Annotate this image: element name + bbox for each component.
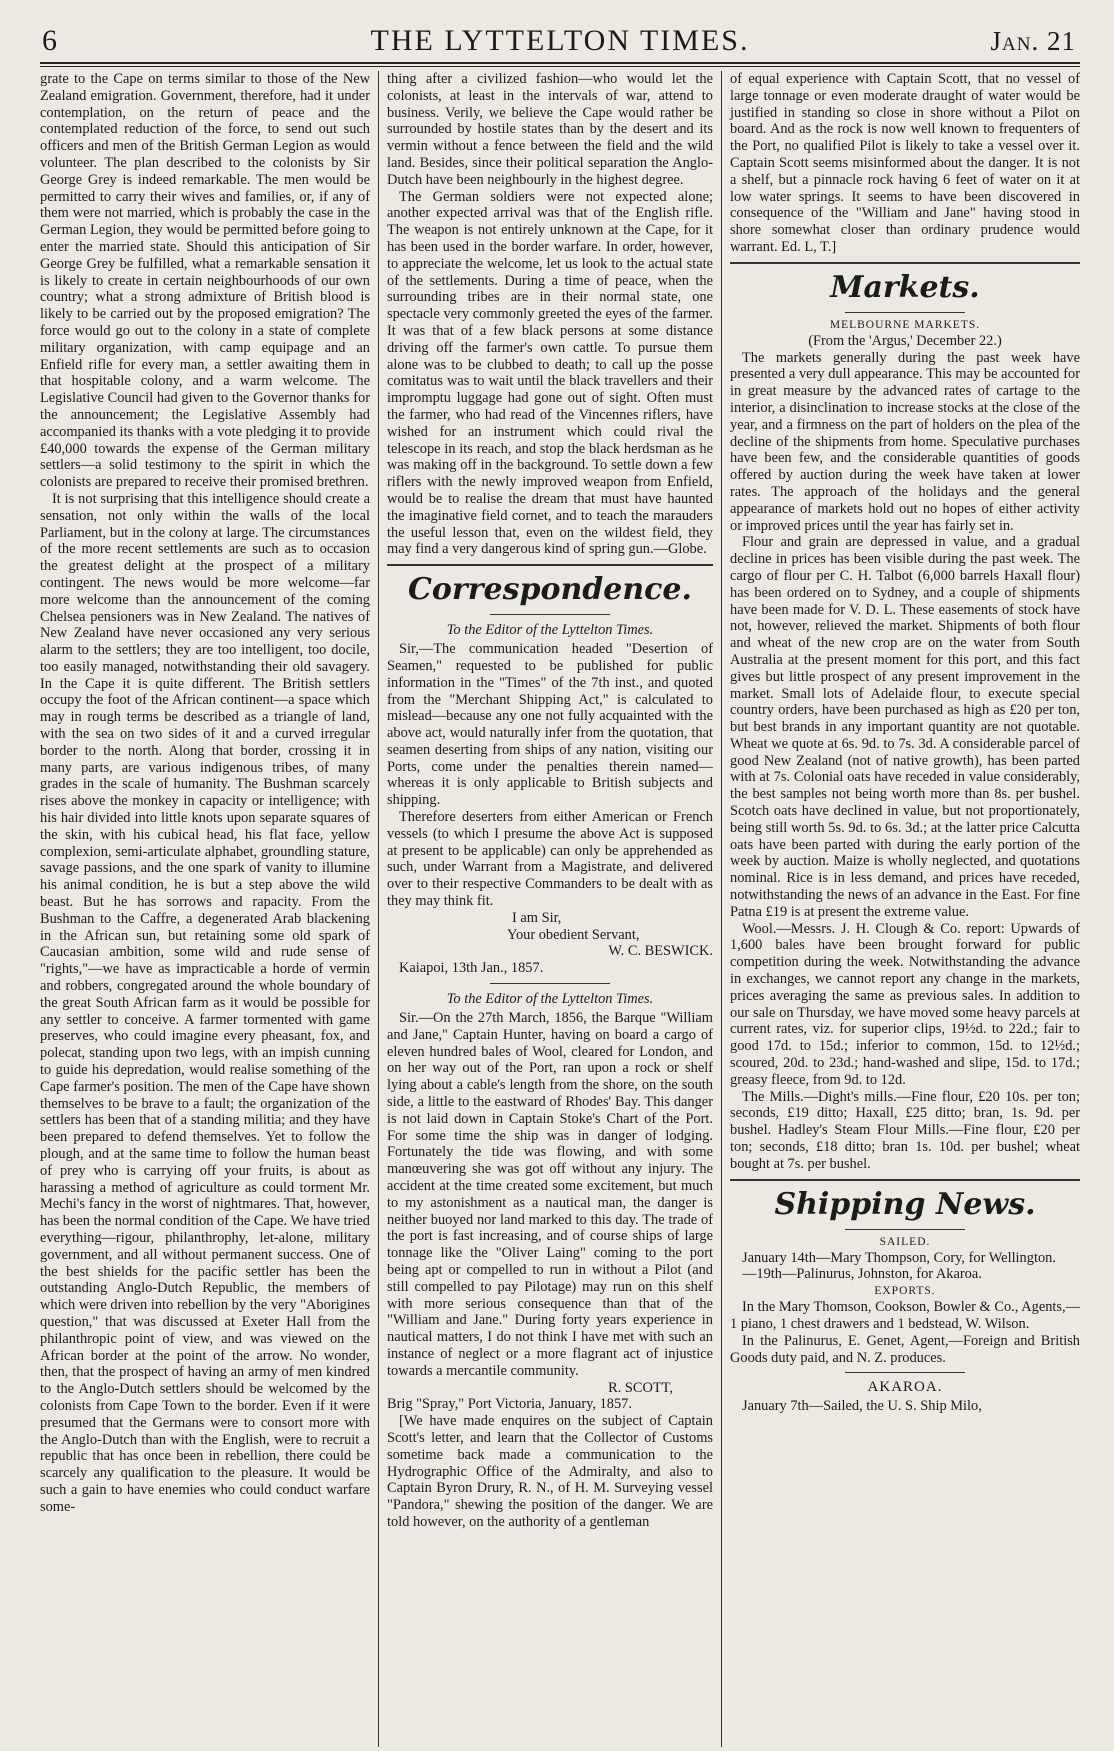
heading-rule (490, 614, 610, 615)
shipping-heading: Shipping News. (774, 1186, 1036, 1222)
letter-place-date: Kaiapoi, 13th Jan., 1857. (399, 960, 544, 977)
markets-source: (From the 'Argus,' December 22.) (808, 332, 1002, 349)
issue-date: Jan. 21 (990, 26, 1076, 56)
shipping-entry: January 14th—Mary Thompson, Cory, for Wellington. (742, 1249, 1056, 1266)
newspaper-title: THE LYTTELTON TIMES. (370, 24, 750, 57)
heading-rule (845, 1229, 965, 1230)
export-entry: In the Palinurus, E. Genet, Agent,—Foreign and British Goods duty paid, and N. Z. produces. (730, 1332, 1080, 1366)
section-divider (730, 262, 1080, 264)
article-paragraph: The German soldiers were not expected alone; another expected arrival was that of the English rifle. The weapon is not entirely unknown at the Cape, for it has been used in the border warfare. In order, however, to appreciate the welcome, let us look to the actual state of the settlements. During a time of peace, when the surrounding tribes are in their normal state, one spectacle very commonly greeted the eyes of the farmer. It was that of a few black persons at some distance driving off the farmer's own cattle. To pursue them alone was to be clubbed to death; to call up the posse comitatus was to wait until the black travellers and their impromptu luggage had gone out of sight. Often must the farmer, who had read of the Vincennes riflers, have wished for an instrument which could rival the telescope in its reach, and stop the black herdsman as he was making off in the background. To settle down a few riflers with the newly improved weapon from Enfield, would be to realise the dream that must have haunted the imaginative field cornet, and to teach the marauders the useful lesson that, even on the wildest field, they may find a very dangerous kind of spring gun.—Globe. (387, 188, 713, 558)
correspondence-heading: Correspondence. (408, 572, 692, 608)
shipping-entry: —19th—Palinurus, Johnston, for Akaroa. (742, 1266, 982, 1283)
akaroa-heading: AKAROA. (867, 1379, 943, 1396)
section-rule (845, 1372, 965, 1373)
markets-paragraph: The Mills.—Dight's mills.—Fine flour, £20 10s. per ton; seconds, £19 ditto; Haxall, £25 ditto; bran, 1s. 9d. per bushel. Hadley's Steam Flour Mills.—Fine flour, £20 per ton; seconds, £18 ditto; bran 1s. 10d. per bushel; wheat bought at 7s. per bushel. (730, 1088, 1080, 1172)
article-paragraph: thing after a civilized fashion—who would let the colonists, at least in the intervals of war, attend to business. Verily, we believe the Cape would rather be surrounded by hostile states than by the desert and its vermin without a fence between the field and the wild land. Besides, since their political separation the Anglo-Dutch have been neighbourly in the highest degree. (387, 71, 713, 188)
letter-divider (490, 983, 610, 984)
column-1 (40, 71, 379, 1747)
column-3 (722, 71, 1080, 1747)
markets-paragraph: Wool.—Messrs. J. H. Clough & Co. report: Upwards of 1,600 bales have been brought forward for public competition during the week. Notwithstanding the advance in exchanges, we cannot report any change in the markets, prices averaging the same as previous sales. In addition to our sale on Thursday, we have moved some heavy parcels at current rates, viz. for superior clips, 19½d. to 22d.; fair to good 17d. to 15d.; inferior to common, 15d. to 12½d.; scoured, 20d. to 23d.; hand-washed and slipe, 15d. to 17d.; greasy fleece, from 9d. to 12d. (730, 920, 1080, 1088)
heading-rule (845, 312, 965, 313)
article-paragraph: grate to the Cape on terms similar to those of the New Zealand emigration. Government, therefore, had it under contemplation, on the return of peace and the contemplated reduction of the force, to send out such officers and men of the British German Legion as would volunteer. The plan described to the colonists by Sir George Grey is indeed remarkable. The men would be permitted to carry their wives and families, or, if any of them were not married, which is probably the case in the German Legion, they would be permitted before going to enter the married state. Should this anticipation of Sir George Grey be fulfilled, what a remarkable sensation it is likely to create in certain neighbourhoods of our own country; what a strong admixture of British blood is likely to be carried out by the proposed emigration? The force would go out to the colony in a state of complete military organization, with camp equipage and an Enfield rifle for every man, a settler awaiting them in that hospitable colony, and a warm welcome. The Legislative Council had given to the Governor thanks for the announcement; the Legislative Assembly had accompanied its thanks with a vote pledging it to provide £40,000 towards the expense of the German military settlers—a solid testimony to the spirit in which the colonists are prepared to receive their promised brethren. (40, 71, 370, 491)
letter-paragraph: Sir.—On the 27th March, 1856, the Barque "William and Jane," Captain Hunter, having on board a cargo of eleven hundred bales of Wool, cleared for London, and on her way out of the Port, ran upon a rock or shelf lying about a cable's length from the shore, on the south side, a little to the eastward of Rhodes' Bay. This danger is not laid down in Captain Stoke's Chart of the Port. For some time the ship was in danger of lodging. Fortunately the tide was flowing, and with some manœuvering she was got off without any injury. The accident at the time created some excitement, but much to my astonishment as a nautical man, the danger is neither buoyed nor land marked to this day. The trade of the port is fast increasing, and of course ships of large tonnage like the "Oliver Laing" coming to the port being apt or compelled to run in without a Pilot (and still compelled to pay Pilotage) may run on this shelf with more serious consequence than that of the "William and Jane." During forty years experience in nautical matters, I do not think I have met with such an instance of neglect or a more flagrant act of injustice towards a mercantile community. (387, 1010, 713, 1379)
letter-place-date: Brig "Spray," Port Victoria, January, 1857. (387, 1396, 632, 1413)
letter-salutation-heading: To the Editor of the Lyttelton Times. (446, 622, 654, 639)
letter-paragraph: Therefore deserters from either American or French vessels (to which I presume the above Act is supposed at present to be applicable) can only be apprehended as such, under Warrant from a Magistrate, and delivered over to their respective Commanders to be dealt with as they may think fit. (387, 809, 713, 910)
markets-subheading: MELBOURNE MARKETS. (829, 318, 981, 331)
markets-heading: Markets. (830, 269, 980, 305)
sailed-subheading: SAILED. (879, 1235, 931, 1248)
editor-note-continued: of equal experience with Captain Scott, that no vessel of large tonnage or even moderate draught of water would be justified in standing so close in shore without a Pilot on board. And as the rock is now well known to frequenters of the Port, no qualified Pilot is likely to take a vessel over it. Captain Scott seems misinformed about the danger. It is not a shelf, but a pinnacle rock having 6 feet of water on it at low water springs. It seems to have been discovered in consequence of the "William and Jane" having stood in shore somewhat closer than ordinary prudence would warrant. Ed. L, T.] (730, 71, 1080, 255)
markets-paragraph: The markets generally during the past week have presented a very dull appearance. This may be accounted for in great measure by the advanced rates of cartage to the interior, a disinclination to increase stocks at the close of the year, and a firmness on the part of holders on the plea of the decline of the shipments from home. Speculative purchases have been few, and the considerable quantities of goods offered by auction during the week have taken at lower rates. The approach of the holidays and the general appearance of markets hold out no hopes of either activity or improved prices until the year has fairly set in. (730, 349, 1080, 534)
letter-signature: W. C. BESWICK. (608, 943, 713, 960)
letter-paragraph: Sir,—The communication headed "Desertion of Seamen," requested to be published for public information in the "Times" of the 7th inst., and quoted from the "Merchant Shipping Act," is calculated to mislead—because any one not fully acquainted with the above act, would naturally infer from the quotation, that seamen deserting from ships of any nation, visiting our Ports, come under the penalties therein named—whereas it is only applicable to British subjects and shipping. (387, 641, 713, 809)
section-divider (730, 1179, 1080, 1181)
letter-signature: R. SCOTT, (608, 1379, 673, 1396)
akaroa-entry: January 7th—Sailed, the U. S. Ship Milo, (742, 1398, 982, 1415)
markets-paragraph: Flour and grain are depressed in value, and a gradual decline in prices has been visible during the past week. The cargo of flour per C. H. Talbot (6,000 barrels Haxall flour) has been ordered on to Sydney, and a couple of shipments have been made for V. D. L. These easements of stock have not, however, relieved the market. Shipments of both flour and wheat of the new crop are on the water from South Australia at the present moment for this port, and this fact gives but little prospect of any present improvement in the market. Small lots of Adelaide flour, to execute special country orders, have been purchased as high as £20 per ton, but best brands in any important quantity are not quotable. Wheat we quote at 6s. 9d. to 7s. 3d. A considerable parcel of good New Zealand (not of native growth), has been parted with at 7s. Colonial oats have receded in value considerably, the best samples not being worth more than 8s. per bushel. Scotch oats have declined in value, but not proportionately, being still worth 5s. 9d. to 6s. 3d.; at the latter price Calcutta oats have been parted with during the early portion of the week by auction. Maize is wholly neglected, and quotations nominal. Rice is in less demand, and prices have receded, notwithstanding the news of an advance in the East. For fine Patna £19 is at present the extreme value. (730, 534, 1080, 920)
letter-salutation-heading: To the Editor of the Lyttelton Times. (446, 991, 654, 1008)
letter-closing: I am Sir, (512, 909, 562, 926)
letter-closing: Your obedient Servant, (507, 926, 640, 943)
editor-note: [We have made enquires on the subject of Captain Scott's letter, and learn that the Collector of Customs sometime back made a communication to the Hydrographic Office of the Admiralty, and also to Captain Byron Drury, R. N., of H. M. Surveying vessel "Pandora," shewing the position of the danger. We are told however, on the authority of a gentleman (387, 1413, 713, 1530)
page-number: 6 (42, 24, 57, 57)
exports-subheading: EXPORTS. (874, 1285, 936, 1298)
masthead (40, 22, 1080, 64)
columns (40, 71, 1080, 1747)
section-divider (387, 564, 713, 566)
export-entry: In the Mary Thomson, Cookson, Bowler & Co., Agents,—1 piano, 1 chest drawers and 1 bedstead, W. Wilson. (730, 1299, 1080, 1332)
masthead-rule (40, 66, 1080, 67)
column-2 (379, 71, 722, 1747)
article-paragraph: It is not surprising that this intelligence should create a sensation, not only within the walls of the local Parliament, but in the colony at large. The circumstances of the more recent settlements are such as to occasion the greatest delight at the prospect of a military contingent. The news would be more welcome—far more welcome than the announcement of the coming Chelsea pensioners was in New Zealand. The natives of New Zealand have never occasioned any very serious alarm to the settlers; they are too intelligent, too docile, too easily managed, notwithstanding their old savagery. In the Cape it is quite different. The British settlers occupy the foot of the African continent—a space which may in rough terms be described as a triangle of land, with the sea on two sides of it and a curved irregular border to the north. Along that border, crossing it in many parts, are various indigenous tribes, of many grades in the scale of humanity. The Bushman scarcely rises above the monkey in capacity or intelligence; with his hair divided into little knots upon separate squares of the skin, with his cubical head, his flat face, yellow complexion, semi-articulate alphabet, groundling stature, savage passions, and the one spark of vanity to illumine his animal condition, he is but a step above the wild beast. But he has sorrows and rapacity. From the Bushman to the Caffre, a degenerated Arab blackening in the African sun, but retaining some old spark of Caucasian ambition, some wild and rude sense of "rights,"—we have as impracticable a horde of vermin and robbers, congregated around the whole boundary of the great South African farm as it would be possible for any settler to conceive. A farmer tormented with game preserves, who could imagine every pheasant, fox, and polecat, standing upon two legs, with an impish cunning to guide his depredation, would realise something of the Cape farmer's position. The men of the Cape have shown themselves to be brave to a fault; the organization of the settlers has been that of a standing militia; and they have been prepared to defend themselves. Yet to follow the plough, and at the same time to follow the human beast of prey who is carrying off your fruits, is about as harassing a method of agriculture as could torment Mr. Mechi's fancy in the worst of nightmares. That, however, has been the normal condition of the Cape. We have tried everything—rigour, philanthrophy, let-alone, military government, and all without permanent success. One of the best shields for the pacific settler has been the outstanding Anglo-Dutch Republic, the members of which were driven into rebellion by the very "Aborigines question," that was discussed at Exeter Hall from the philanthropic point of view, and was viewed on the African border at the point of the arrow. No wonder, then, that the prospect of having an army of men kindred to the Anglo-Dutch settlers should be welcomed by the colonists from Cape Town to the border. Even if it were presumed that the Germans were to consort more with the Anglo-Dutch than with the English, were to recruit a republic that has once been in rebellion, there could be scarcely any qualification to the pleasure. It would be such a gain to have enemies who could conduct warfare some- (40, 490, 370, 1515)
